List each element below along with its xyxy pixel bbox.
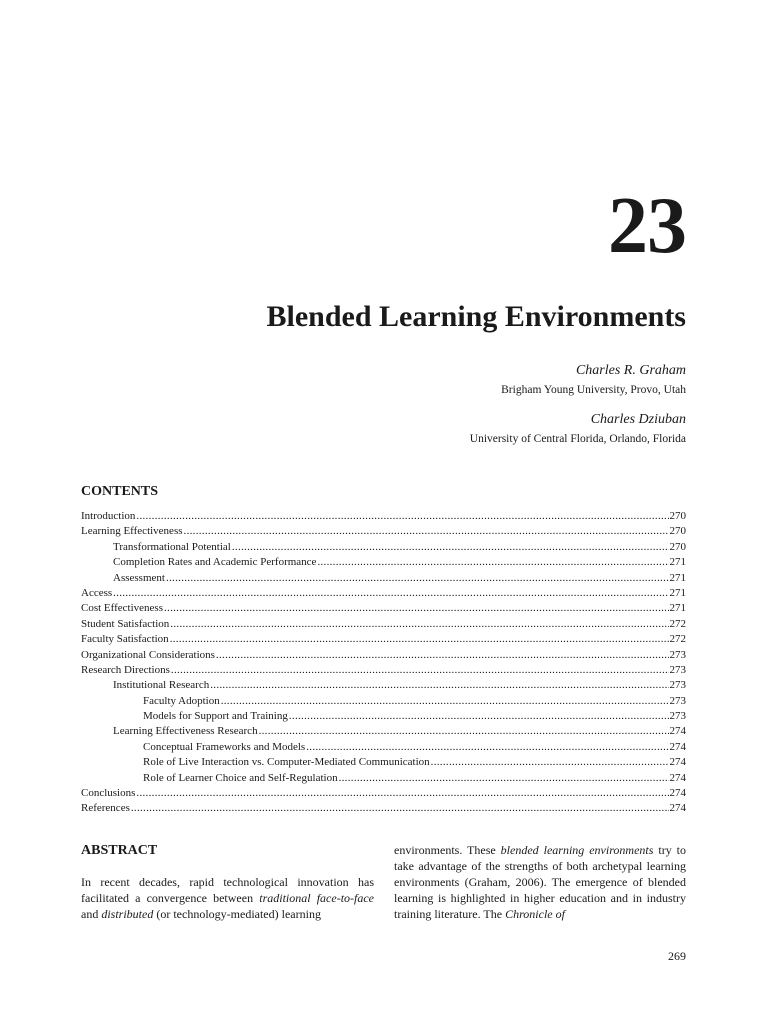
toc-entry-page: 271 bbox=[669, 571, 686, 584]
toc-entry-title: Conclusions bbox=[81, 787, 136, 800]
toc-entry-page: 274 bbox=[669, 756, 686, 769]
toc-entry-page: 273 bbox=[669, 710, 686, 723]
toc-leader-dots bbox=[210, 678, 668, 693]
toc-leader-dots bbox=[136, 509, 668, 524]
toc-leader-dots bbox=[306, 740, 668, 755]
toc-entry-title: Models for Support and Training bbox=[143, 710, 288, 723]
toc-entry-page: 272 bbox=[669, 633, 686, 646]
toc-leader-dots bbox=[113, 586, 668, 601]
toc-entry-page: 271 bbox=[669, 602, 686, 615]
toc-entry-page: 273 bbox=[669, 679, 686, 692]
abstract-heading: ABSTRACT bbox=[81, 843, 158, 858]
toc-entry bbox=[81, 694, 686, 709]
toc-entry-page: 271 bbox=[669, 556, 686, 569]
toc-leader-dots bbox=[170, 617, 668, 632]
toc-entry-page: 274 bbox=[669, 771, 686, 784]
toc-leader-dots bbox=[170, 632, 669, 647]
abstract-emphasis: traditional face-to-face bbox=[259, 891, 375, 905]
toc-entry-page: 274 bbox=[669, 802, 686, 815]
toc-leader-dots bbox=[131, 801, 669, 816]
toc-leader-dots bbox=[216, 648, 669, 663]
contents-heading: CONTENTS bbox=[81, 484, 159, 499]
toc-entry-page: 270 bbox=[669, 510, 686, 522]
toc-entry bbox=[81, 540, 686, 555]
toc-leader-dots bbox=[289, 709, 669, 724]
toc-leader-dots bbox=[184, 524, 669, 539]
page-number: 269 bbox=[668, 949, 686, 963]
toc-entry bbox=[81, 617, 686, 632]
toc-entry-title: Assessment bbox=[113, 571, 165, 584]
toc-entry-page: 273 bbox=[669, 694, 686, 707]
toc-entry-title: Learning Effectiveness Research bbox=[113, 725, 258, 738]
table-of-contents bbox=[81, 509, 686, 817]
author-block-1 bbox=[501, 362, 686, 399]
toc-entry-title: Conceptual Frameworks and Models bbox=[143, 740, 306, 753]
toc-entry-title: Faculty Adoption bbox=[143, 694, 220, 707]
abstract-paragraph bbox=[81, 874, 374, 922]
toc-leader-dots bbox=[171, 663, 669, 678]
toc-entry bbox=[81, 509, 686, 524]
toc-leader-dots bbox=[166, 571, 669, 586]
toc-entry bbox=[81, 632, 686, 647]
author-name: Charles R. Graham bbox=[575, 363, 686, 378]
toc-entry-title: Completion Rates and Academic Performance bbox=[113, 556, 317, 569]
toc-entry-page: 273 bbox=[669, 648, 686, 661]
chapter-number: 23 bbox=[608, 182, 686, 270]
toc-entry-page: 274 bbox=[669, 740, 686, 753]
abstract-emphasis: distributed bbox=[101, 907, 154, 921]
toc-entry-title: Role of Learner Choice and Self-Regulation bbox=[143, 771, 338, 784]
chapter-title: Blended Learning Environments bbox=[266, 300, 686, 333]
toc-entry-page: 272 bbox=[669, 617, 686, 630]
toc-entry bbox=[81, 571, 686, 586]
toc-entry bbox=[81, 740, 686, 755]
toc-entry-title: Cost Effectiveness bbox=[81, 602, 163, 615]
toc-entry-title: Institutional Research bbox=[113, 679, 210, 692]
abstract-continued-paragraph bbox=[394, 842, 686, 922]
toc-entry bbox=[81, 663, 686, 678]
toc-entry-title: Learning Effectiveness bbox=[81, 525, 183, 538]
toc-entry bbox=[81, 601, 686, 616]
toc-entry bbox=[81, 801, 686, 816]
abstract-right-column bbox=[394, 842, 686, 922]
toc-entry bbox=[81, 524, 686, 539]
toc-entry bbox=[81, 786, 686, 801]
abstract-text: try to take advantage of the strengths of both archetypal learning environments (Graham, 2006). The emergence of blended learning is highlighted in higher education and in industry training literature. The bbox=[394, 843, 687, 921]
author-affiliation: University of Central Florida, Orlando, Florida bbox=[469, 433, 686, 445]
toc-entry-page: 274 bbox=[669, 787, 686, 800]
toc-entry-page: 270 bbox=[669, 525, 686, 538]
toc-leader-dots bbox=[221, 694, 669, 709]
toc-entry-page: 273 bbox=[669, 663, 686, 676]
toc-leader-dots bbox=[259, 724, 669, 739]
toc-entry-title: References bbox=[81, 802, 130, 815]
abstract-text: (or technology-mediated) learning bbox=[153, 907, 321, 921]
toc-leader-dots bbox=[317, 555, 668, 570]
toc-entry-page: 270 bbox=[669, 540, 686, 553]
toc-entry-page: 271 bbox=[669, 586, 686, 599]
author-name: Charles Dziuban bbox=[590, 412, 686, 427]
toc-entry bbox=[81, 555, 686, 570]
toc-entry-title: Introduction bbox=[81, 510, 136, 522]
toc-entry bbox=[81, 755, 686, 770]
toc-entry bbox=[81, 648, 686, 663]
toc-entry bbox=[81, 709, 686, 724]
toc-entry-page: 274 bbox=[669, 725, 686, 738]
toc-entry-title: Research Directions bbox=[81, 663, 170, 676]
abstract-left-column bbox=[81, 842, 374, 922]
toc-entry bbox=[81, 678, 686, 693]
toc-entry bbox=[81, 771, 686, 786]
abstract-emphasis: blended learning environments bbox=[500, 843, 654, 857]
toc-leader-dots bbox=[339, 771, 669, 786]
toc-leader-dots bbox=[164, 601, 669, 616]
toc-entry-title: Access bbox=[81, 586, 113, 599]
abstract-text: environments. These bbox=[394, 843, 501, 857]
toc-entry bbox=[81, 586, 686, 601]
toc-entry-title: Role of Live Interaction vs. Computer-Mediated Communication bbox=[143, 756, 430, 769]
abstract-text: and bbox=[81, 907, 102, 921]
toc-leader-dots bbox=[431, 755, 669, 770]
abstract-text: In recent decades, rapid technological innovation has facilitated a convergence between bbox=[81, 875, 374, 905]
author-affiliation: Brigham Young University, Provo, Utah bbox=[501, 384, 686, 396]
toc-entry-title: Organizational Considerations bbox=[81, 648, 215, 661]
toc-entry bbox=[81, 724, 686, 739]
toc-entry-title: Student Satisfaction bbox=[81, 617, 170, 630]
toc-leader-dots bbox=[136, 786, 668, 801]
toc-leader-dots bbox=[232, 540, 669, 555]
toc-entry-title: Faculty Satisfaction bbox=[81, 633, 169, 646]
toc-entry-title: Transformational Potential bbox=[113, 540, 231, 553]
abstract-emphasis: Chronicle of bbox=[505, 907, 565, 921]
author-block-2 bbox=[470, 411, 686, 448]
